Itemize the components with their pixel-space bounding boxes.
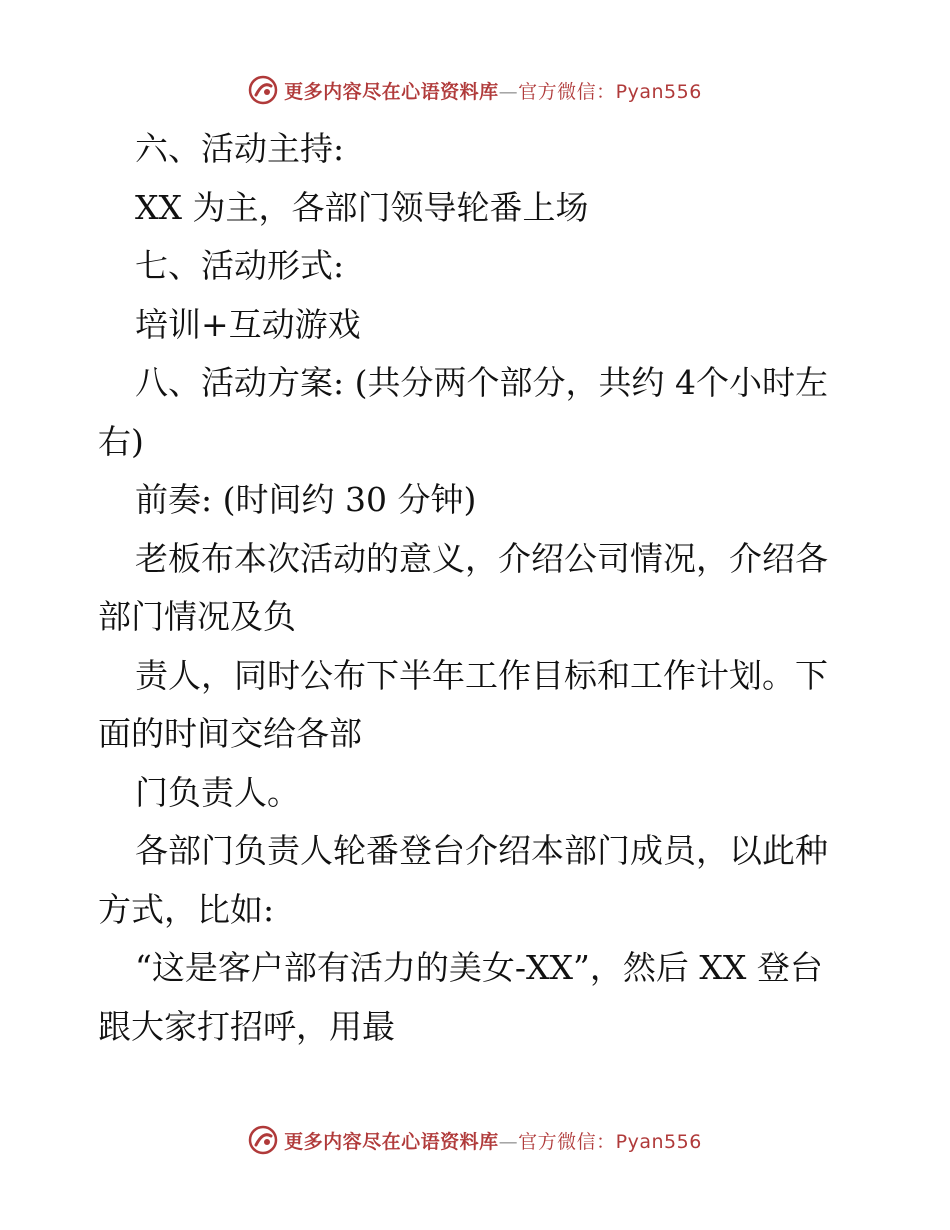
paragraph-handover: 门负责人。: [135, 772, 300, 812]
document-body: [98, 120, 854, 1056]
paragraph-section-eight-title: 八、活动方案: (共分两个部分，共约 4个小时左右): [98, 363, 828, 461]
watermark-wechat: 官方微信：Pyan556: [518, 1130, 702, 1153]
watermark-text: [284, 1127, 702, 1154]
paragraph-prelude: 前奏: (时间约 30 分钟): [135, 480, 477, 519]
brand-logo-icon: [248, 1125, 278, 1155]
paragraph-section-six-title: 六、活动主持:: [135, 129, 345, 168]
watermark-separator: —: [498, 80, 519, 103]
footer-watermark: [0, 1120, 950, 1160]
paragraph-goals: 责人，同时公布下半年工作目标和工作计划。下面的时间交给各部: [98, 655, 828, 753]
watermark-text: [284, 77, 702, 104]
header-watermark: [0, 70, 950, 110]
watermark-wechat: 官方微信：Pyan556: [518, 80, 702, 103]
paragraph-host: XX 为主，各部门领导轮番上场: [135, 187, 589, 227]
paragraph-format: 培训+互动游戏: [135, 304, 361, 344]
watermark-brand: 更多内容尽在心语资料库: [284, 80, 499, 103]
paragraph-example: “这是客户部有活力的美女-XX”，然后 XX 登台跟大家打招呼，用最: [98, 948, 823, 1046]
paragraph-boss-intro: 老板布本次活动的意义，介绍公司情况，介绍各部门情况及负: [98, 538, 828, 636]
watermark-brand: 更多内容尽在心语资料库: [284, 1130, 499, 1153]
brand-logo-icon: [248, 75, 278, 105]
paragraph-section-seven-title: 七、活动形式:: [135, 246, 345, 285]
watermark-separator: —: [498, 1130, 519, 1153]
paragraph-dept-intro: 各部门负责人轮番登台介绍本部门成员，以此种方式，比如:: [98, 831, 828, 929]
